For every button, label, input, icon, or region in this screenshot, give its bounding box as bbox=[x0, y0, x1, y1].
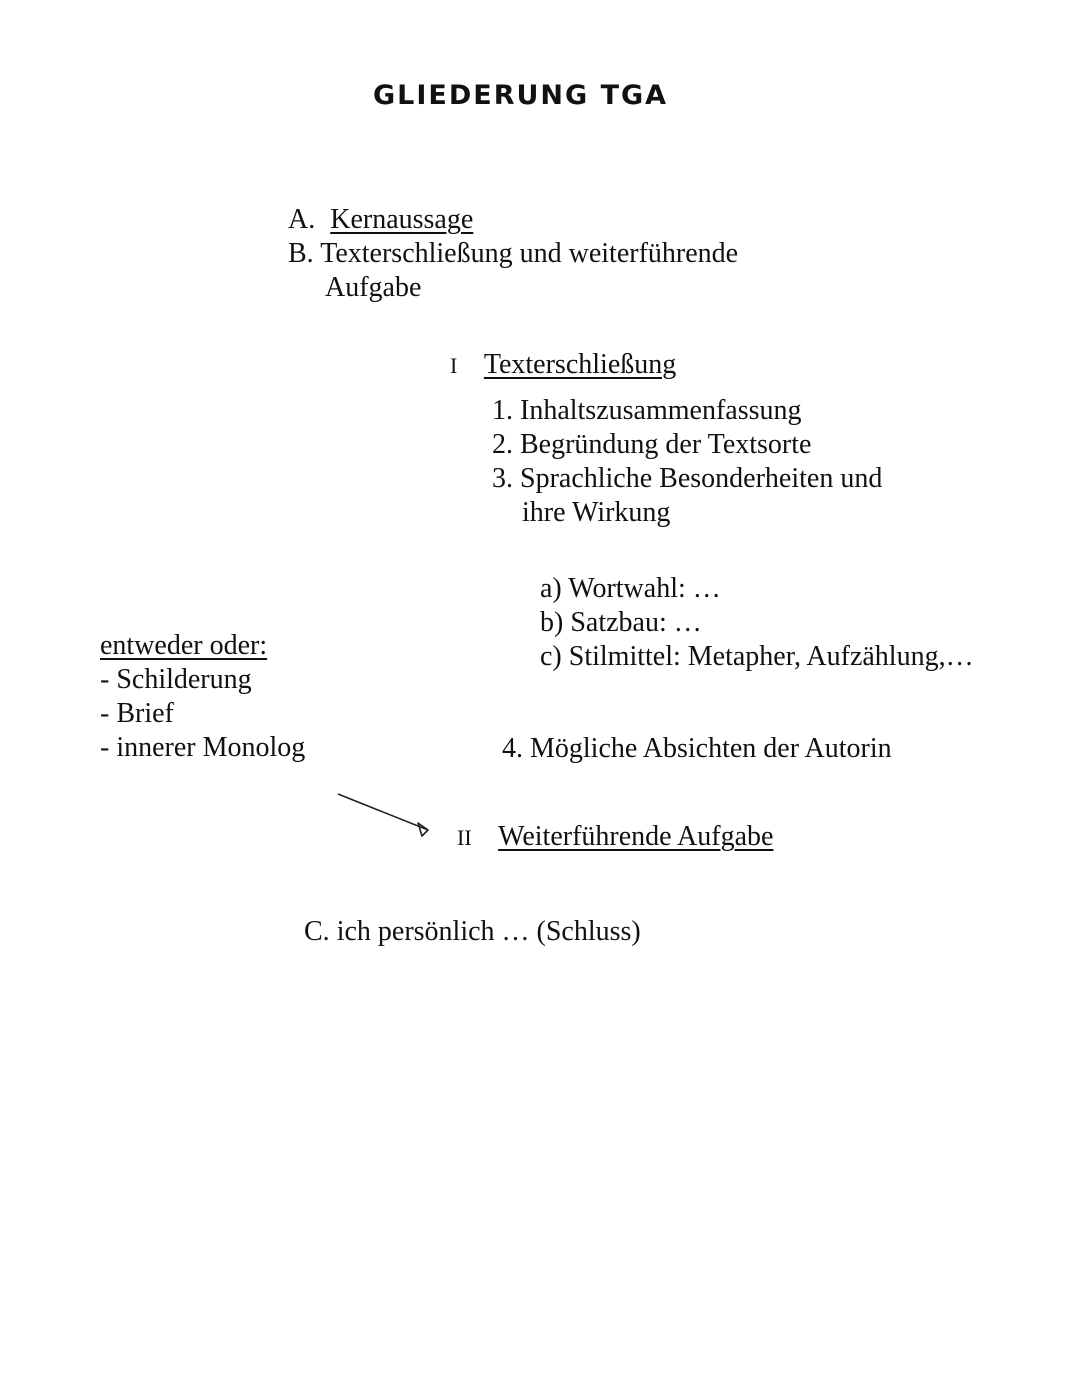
page-title bbox=[373, 80, 668, 111]
section-b-line2: Aufgabe bbox=[325, 272, 422, 303]
item-1 bbox=[492, 394, 802, 428]
item-3-continuation: ihre Wirkung bbox=[522, 497, 671, 528]
part-2-heading: Weiterführende Aufgabe bbox=[498, 821, 774, 852]
side-note-item: - Schilderung bbox=[100, 664, 252, 695]
subitem-c-marker: c) bbox=[540, 641, 562, 672]
item-2-marker: 2. bbox=[492, 429, 513, 460]
section-b-marker: B. bbox=[288, 238, 314, 269]
section-a bbox=[288, 203, 473, 237]
item-1-marker: 1. bbox=[492, 395, 513, 426]
subitem-b-text: Satzbau: … bbox=[570, 607, 702, 638]
part-2-marker: II bbox=[457, 825, 472, 850]
subitem-c-text: Stilmittel: Metapher, Aufzählung,… bbox=[568, 641, 974, 672]
arrow-icon bbox=[330, 786, 450, 846]
section-a-label: Kernaussage bbox=[330, 204, 474, 235]
section-b bbox=[288, 237, 738, 271]
subitem-c bbox=[540, 640, 974, 674]
part-1-heading: Texterschließung bbox=[483, 349, 677, 380]
subitem-a bbox=[540, 572, 721, 606]
item-3-text: Sprachliche Besonderheiten und bbox=[520, 463, 883, 494]
section-b-line1: Texterschließung und weiterführende bbox=[320, 238, 739, 269]
section-a-marker: A. bbox=[288, 204, 316, 235]
part-2-heading-row bbox=[457, 820, 773, 855]
subitem-a-text: Wortwahl: … bbox=[568, 573, 721, 604]
item-1-text: Inhaltszusammenfassung bbox=[520, 395, 802, 426]
side-note-item: - Brief bbox=[100, 698, 174, 729]
item-4 bbox=[502, 732, 892, 766]
item-4-text: Mögliche Absichten der Autorin bbox=[530, 733, 892, 764]
side-note-heading: entweder oder: bbox=[100, 630, 268, 661]
section-c-text: ich persönlich … (Schluss) bbox=[336, 916, 641, 947]
section-c bbox=[304, 915, 641, 949]
item-3-marker: 3. bbox=[492, 463, 513, 494]
item-4-marker: 4. bbox=[502, 733, 523, 764]
page-title-suffix: TGA bbox=[600, 80, 669, 111]
part-1-heading-row bbox=[450, 348, 676, 383]
item-2-text: Begründung der Textsorte bbox=[520, 429, 812, 460]
subitem-a-marker: a) bbox=[540, 573, 562, 604]
section-c-marker: C. bbox=[304, 916, 330, 947]
side-note-item: - innerer Monolog bbox=[100, 732, 306, 763]
part-1-marker: I bbox=[450, 353, 458, 378]
item-2 bbox=[492, 428, 811, 462]
page-title-main: GLIEDERUNG bbox=[373, 80, 590, 111]
subitem-b bbox=[540, 606, 702, 640]
item-3 bbox=[492, 462, 882, 496]
subitem-b-marker: b) bbox=[540, 607, 564, 638]
